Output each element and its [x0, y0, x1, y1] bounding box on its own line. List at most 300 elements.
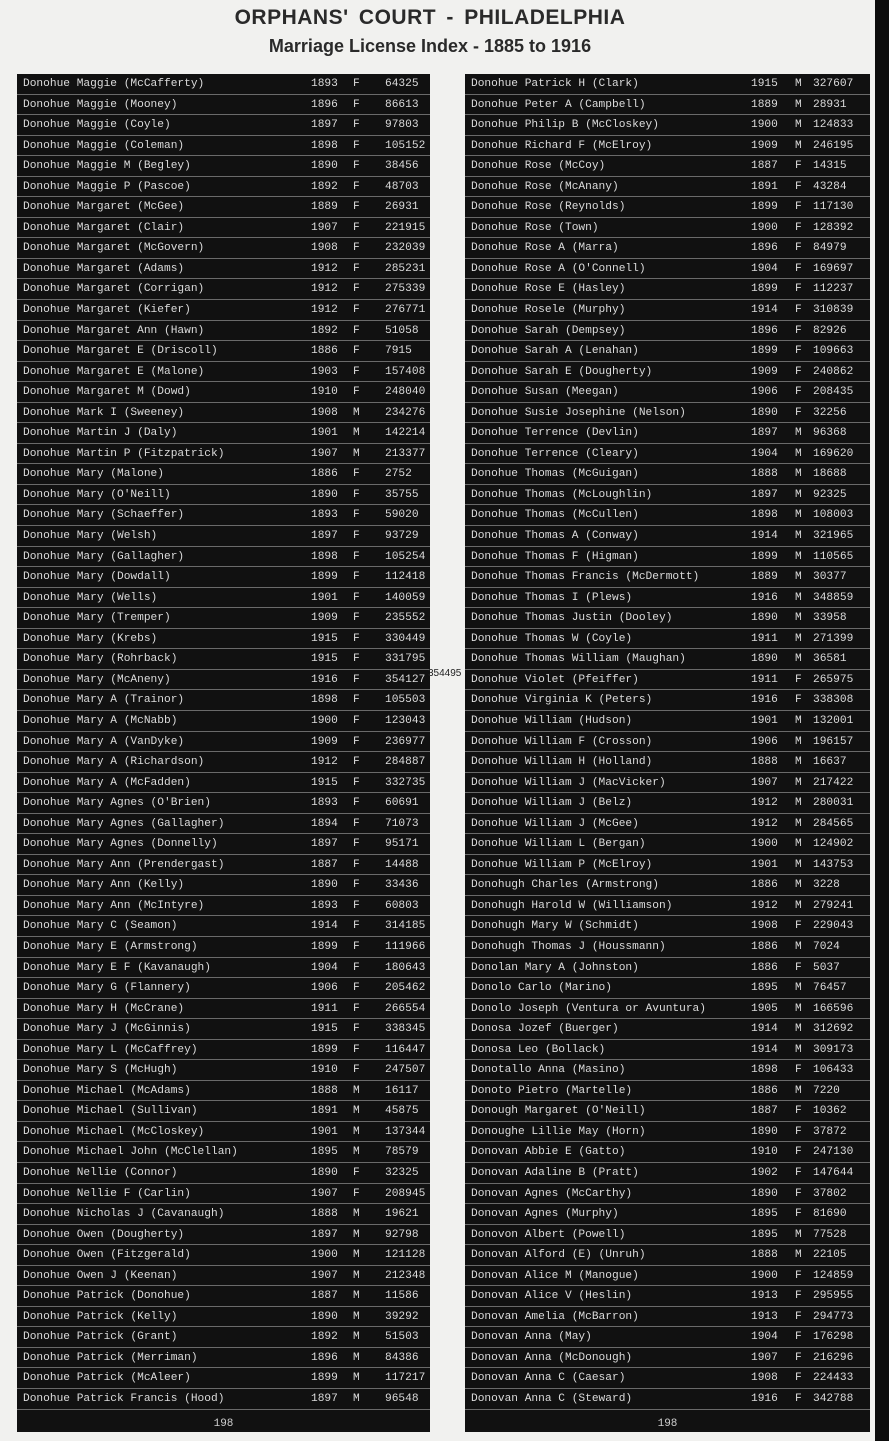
- index-year: 1890: [751, 1125, 778, 1138]
- index-license-number: 59020: [385, 509, 419, 522]
- index-name: Donohue Patrick Francis (Hood): [23, 1393, 225, 1405]
- index-sex: M: [795, 1002, 802, 1015]
- index-year: 1897: [311, 119, 338, 132]
- index-name: Donohue Mary A (McNabb): [23, 714, 178, 727]
- index-year: 1897: [751, 427, 778, 440]
- index-name: Donohue Sarah A (Lenahan): [471, 345, 639, 358]
- index-sex: M: [795, 468, 802, 481]
- index-name: Donovan Alice M (Manogue): [471, 1269, 639, 1282]
- index-name: Donolan Mary A (Johnston): [471, 961, 639, 974]
- index-license-number: 92798: [385, 1228, 419, 1241]
- index-row: [17, 834, 430, 855]
- index-name: Donohue Rose E (Hasley): [471, 283, 626, 296]
- index-license-number: 32256: [813, 406, 847, 419]
- index-license-number: 48703: [385, 180, 419, 193]
- index-license-number: 176298: [813, 1331, 854, 1344]
- index-sex: F: [795, 160, 802, 173]
- index-license-number: 112418: [385, 571, 426, 584]
- index-year: 1901: [751, 858, 778, 871]
- index-row: [17, 1348, 430, 1369]
- index-sex: F: [353, 365, 360, 378]
- index-name: Donovan Anna (May): [471, 1331, 592, 1344]
- index-year: 1890: [311, 1310, 338, 1323]
- index-name: Donohue Nellie F (Carlin): [23, 1187, 191, 1200]
- index-sex: M: [353, 1372, 360, 1385]
- index-license-number: 84979: [813, 242, 847, 255]
- index-license-number: 279241: [813, 899, 854, 912]
- index-row: [17, 238, 430, 259]
- index-sex: M: [353, 1393, 360, 1405]
- index-license-number: 169697: [813, 262, 854, 275]
- index-sex: F: [353, 488, 360, 501]
- index-row: [465, 464, 870, 485]
- index-row: [17, 1307, 430, 1328]
- index-sex: M: [795, 612, 802, 625]
- index-sex: F: [353, 160, 360, 173]
- index-row: [17, 74, 430, 95]
- index-license-number: 247130: [813, 1146, 854, 1159]
- index-license-number: 285231: [385, 262, 426, 275]
- index-year: 1910: [311, 1064, 338, 1077]
- index-license-number: 22105: [813, 1249, 847, 1262]
- index-license-number: 246195: [813, 139, 854, 152]
- index-year: 1909: [311, 612, 338, 625]
- index-name: Donohue William (Hudson): [471, 714, 633, 727]
- index-sex: M: [795, 879, 802, 892]
- index-sex: F: [353, 714, 360, 727]
- index-license-number: 71073: [385, 817, 419, 830]
- index-year: 1891: [751, 180, 778, 193]
- index-year: 1892: [311, 1331, 338, 1344]
- index-year: 1914: [751, 1043, 778, 1056]
- index-name: Donohue Mary (Wells): [23, 591, 158, 604]
- index-sex: F: [353, 530, 360, 543]
- index-year: 1893: [311, 78, 338, 90]
- index-sex: F: [353, 694, 360, 707]
- index-row: [17, 1204, 430, 1225]
- index-row: [465, 259, 870, 280]
- index-name: Donohue Terrence (Cleary): [471, 447, 639, 460]
- index-row: [465, 1040, 870, 1061]
- index-sex: F: [795, 673, 802, 686]
- index-license-number: 213377: [385, 447, 426, 460]
- index-sex: F: [353, 550, 360, 563]
- index-license-number: 105503: [385, 694, 426, 707]
- index-sex: M: [795, 817, 802, 830]
- index-year: 1906: [311, 982, 338, 995]
- index-row: [465, 279, 870, 300]
- index-license-number: 232039: [385, 242, 426, 255]
- index-year: 1895: [751, 982, 778, 995]
- index-sex: F: [353, 201, 360, 214]
- index-row: [465, 608, 870, 629]
- index-row: [17, 1081, 430, 1102]
- index-sex: M: [795, 98, 802, 111]
- index-row: [17, 690, 430, 711]
- index-row: [17, 505, 430, 526]
- index-license-number: 128392: [813, 221, 854, 234]
- index-name: Donohue Mary (Malone): [23, 468, 164, 481]
- index-row: [17, 95, 430, 116]
- index-row: [465, 238, 870, 259]
- index-license-number: 212348: [385, 1269, 426, 1282]
- index-row: [465, 74, 870, 95]
- index-row: [465, 403, 870, 424]
- index-row: [17, 814, 430, 835]
- index-license-number: 64325: [385, 78, 419, 90]
- index-row: [17, 567, 430, 588]
- index-row: [465, 834, 870, 855]
- index-name: Donohue Michael (Sullivan): [23, 1105, 198, 1118]
- index-row: [465, 793, 870, 814]
- index-license-number: 224433: [813, 1372, 854, 1385]
- index-row: [465, 1060, 870, 1081]
- index-row: [17, 1142, 430, 1163]
- index-year: 1898: [751, 509, 778, 522]
- index-license-number: 248040: [385, 386, 426, 399]
- index-year: 1892: [311, 324, 338, 337]
- index-row: [465, 423, 870, 444]
- index-year: 1898: [311, 550, 338, 563]
- index-name: Donohue Owen (Dougherty): [23, 1228, 185, 1241]
- index-name: Donohue Mary E F (Kavanaugh): [23, 961, 211, 974]
- index-sex: M: [795, 509, 802, 522]
- index-license-number: 266554: [385, 1002, 426, 1015]
- index-row: [465, 773, 870, 794]
- index-name: Donohue Maggie (Coyle): [23, 119, 171, 132]
- index-year: 1916: [311, 673, 338, 686]
- index-year: 1914: [311, 920, 338, 933]
- index-row: [465, 1184, 870, 1205]
- index-name: Donohue Maggie M (Begley): [23, 160, 191, 173]
- index-license-number: 77528: [813, 1228, 847, 1241]
- index-year: 1901: [311, 427, 338, 440]
- index-license-number: 28931: [813, 98, 847, 111]
- index-year: 1915: [311, 776, 338, 789]
- index-year: 1893: [311, 899, 338, 912]
- index-sex: M: [353, 1084, 360, 1097]
- index-sex: M: [353, 447, 360, 460]
- index-sex: F: [795, 1372, 802, 1385]
- index-name: Donohue Rose (Reynolds): [471, 201, 626, 214]
- index-sex: F: [795, 406, 802, 419]
- index-license-number: 295955: [813, 1290, 854, 1303]
- page-subtitle: Marriage License Index - 1885 to 1916: [268, 36, 592, 56]
- index-year: 1890: [751, 612, 778, 625]
- index-license-number: 143753: [813, 858, 854, 871]
- index-row: [465, 1327, 870, 1348]
- index-name: Donohue Michael (McCloskey): [23, 1125, 205, 1138]
- index-name: Donohue Owen J (Keenan): [23, 1269, 178, 1282]
- index-name: Donohue Mark I (Sweeney): [23, 406, 185, 419]
- index-row: [465, 1081, 870, 1102]
- index-row: [465, 711, 870, 732]
- right-page-number: 198: [657, 1418, 678, 1430]
- index-sex: M: [795, 735, 802, 748]
- index-year: 1899: [311, 940, 338, 953]
- index-row: [17, 711, 430, 732]
- index-name: Donohue Rose (Town): [471, 221, 599, 234]
- index-name: Donohue Thomas A (Conway): [471, 530, 639, 543]
- index-year: 1888: [311, 1208, 338, 1221]
- index-sex: M: [795, 1043, 802, 1056]
- index-license-number: 14488: [385, 858, 419, 871]
- index-sex: M: [795, 982, 802, 995]
- index-sex: F: [353, 180, 360, 193]
- index-name: Donolo Carlo (Marino): [471, 982, 612, 995]
- index-sex: M: [795, 714, 802, 727]
- index-sex: F: [353, 283, 360, 296]
- index-year: 1907: [751, 776, 778, 789]
- index-license-number: 221915: [385, 221, 426, 234]
- index-year: 1912: [751, 817, 778, 830]
- index-name: Donohue Rose (McCoy): [471, 160, 606, 173]
- index-row: [465, 588, 870, 609]
- index-row: [465, 752, 870, 773]
- index-year: 1896: [311, 98, 338, 111]
- index-row: [17, 937, 430, 958]
- index-license-number: 240862: [813, 365, 854, 378]
- index-license-number: 124902: [813, 838, 854, 851]
- index-license-number: 121128: [385, 1249, 426, 1262]
- index-year: 1911: [751, 673, 778, 686]
- right-index-column: [465, 74, 870, 1432]
- index-row: [465, 485, 870, 506]
- index-sex: M: [795, 858, 802, 871]
- index-year: 1895: [311, 1146, 338, 1159]
- index-sex: M: [795, 447, 802, 460]
- index-row: [17, 177, 430, 198]
- index-name: Donohue Mary (Gallagher): [23, 550, 185, 563]
- index-license-number: 7220: [813, 1084, 840, 1097]
- index-license-number: 169620: [813, 447, 854, 460]
- index-license-number: 117130: [813, 201, 854, 214]
- index-year: 1899: [311, 1372, 338, 1385]
- index-name: Donohue Thomas (McLoughlin): [471, 488, 653, 501]
- index-year: 1893: [311, 509, 338, 522]
- index-license-number: 16117: [385, 1084, 419, 1097]
- index-license-number: 275339: [385, 283, 426, 296]
- index-sex: M: [353, 1249, 360, 1262]
- index-row: [465, 1389, 870, 1410]
- index-row: [17, 629, 430, 650]
- index-sex: M: [353, 1351, 360, 1364]
- index-year: 1904: [751, 1331, 778, 1344]
- index-name: Donohue Mary L (McCaffrey): [23, 1043, 198, 1056]
- index-license-number: 132001: [813, 714, 854, 727]
- index-row: [17, 649, 430, 670]
- index-license-number: 38456: [385, 160, 419, 173]
- index-name: Donohue Susan (Meegan): [471, 386, 619, 399]
- index-sex: M: [353, 1310, 360, 1323]
- index-name: Donohue Patrick H (Clark): [471, 78, 639, 90]
- index-row: [465, 649, 870, 670]
- scan-edge: [875, 0, 889, 1441]
- index-name: Donohue Thomas (McGuigan): [471, 468, 639, 481]
- index-name: Donohue Margaret (McGovern): [23, 242, 205, 255]
- index-sex: F: [353, 940, 360, 953]
- index-year: 1907: [311, 1187, 338, 1200]
- index-name: Donohue Mary J (McGinnis): [23, 1023, 191, 1036]
- index-row: [17, 526, 430, 547]
- index-row: [17, 855, 430, 876]
- index-year: 1892: [311, 180, 338, 193]
- index-name: Donohue Mary (O'Neill): [23, 488, 171, 501]
- index-name: Donohue Mary H (McCrane): [23, 1002, 185, 1015]
- index-row: [17, 300, 430, 321]
- index-license-number: 331795: [385, 653, 426, 666]
- index-sex: F: [353, 1166, 360, 1179]
- index-year: 1889: [751, 571, 778, 584]
- index-year: 1907: [311, 447, 338, 460]
- index-license-number: 280031: [813, 797, 854, 810]
- index-year: 1899: [751, 550, 778, 563]
- index-year: 1899: [311, 571, 338, 584]
- index-row: [465, 218, 870, 239]
- index-year: 1900: [311, 1249, 338, 1262]
- index-sex: M: [795, 488, 802, 501]
- index-year: 1910: [751, 1146, 778, 1159]
- index-sex: F: [795, 304, 802, 317]
- index-sex: F: [795, 221, 802, 234]
- page-title: ORPHANS' COURT - PHILADELPHIA: [234, 6, 626, 29]
- index-sex: F: [353, 1023, 360, 1036]
- index-license-number: 276771: [385, 304, 426, 317]
- index-row: [17, 156, 430, 177]
- index-year: 1911: [311, 1002, 338, 1015]
- index-sex: F: [795, 201, 802, 214]
- index-sex: F: [795, 1269, 802, 1282]
- index-sex: M: [353, 1331, 360, 1344]
- index-sex: F: [353, 78, 360, 90]
- index-row: [17, 958, 430, 979]
- index-row: [17, 259, 430, 280]
- index-license-number: 26931: [385, 201, 419, 214]
- index-sex: M: [795, 119, 802, 132]
- index-sex: F: [353, 879, 360, 892]
- index-name: Donohue Michael (McAdams): [23, 1084, 191, 1097]
- index-name: Donohue Martin P (Fitzpatrick): [23, 447, 225, 460]
- index-license-number: 106433: [813, 1064, 854, 1077]
- index-sex: F: [795, 1290, 802, 1303]
- index-sex: F: [353, 982, 360, 995]
- index-year: 1906: [751, 386, 778, 399]
- index-name: Donohue Thomas I (Plews): [471, 591, 633, 604]
- index-year: 1888: [751, 756, 778, 769]
- index-sex: M: [353, 1125, 360, 1138]
- index-year: 1916: [751, 694, 778, 707]
- index-name: Donohue Rose A (O'Connell): [471, 262, 646, 275]
- index-row: [17, 1266, 430, 1287]
- index-row: [17, 464, 430, 485]
- index-name: Donovan Agnes (McCarthy): [471, 1187, 633, 1200]
- index-row: [17, 875, 430, 896]
- index-name: Donovan Anna C (Steward): [471, 1393, 633, 1405]
- index-year: 1913: [751, 1310, 778, 1323]
- index-sex: M: [353, 1208, 360, 1221]
- index-license-number: 205462: [385, 982, 426, 995]
- index-name: Donohue William H (Holland): [471, 756, 653, 769]
- index-license-number: 112237: [813, 283, 854, 296]
- index-name: Donohugh Harold W (Williamson): [471, 899, 673, 912]
- index-license-number: 18688: [813, 468, 847, 481]
- index-license-number: 11586: [385, 1290, 419, 1303]
- index-row: [465, 875, 870, 896]
- index-sex: F: [795, 242, 802, 255]
- left-index-rows: [17, 74, 430, 1410]
- index-license-number: 147644: [813, 1166, 854, 1179]
- index-license-number: 116447: [385, 1043, 426, 1056]
- index-year: 1899: [751, 283, 778, 296]
- index-name: Donolo Joseph (Ventura or Avuntura): [471, 1002, 706, 1015]
- index-license-number: 45875: [385, 1105, 419, 1118]
- index-year: 1916: [751, 591, 778, 604]
- index-row: [465, 547, 870, 568]
- index-row: [17, 279, 430, 300]
- index-year: 1915: [311, 1023, 338, 1036]
- index-year: 1886: [751, 879, 778, 892]
- index-sex: M: [353, 427, 360, 440]
- index-name: Donohue Nicholas J (Cavanaugh): [23, 1208, 225, 1221]
- index-sex: F: [353, 262, 360, 275]
- index-year: 1890: [311, 488, 338, 501]
- index-row: [465, 1245, 870, 1266]
- index-name: Donohue Patrick (Kelly): [23, 1310, 178, 1323]
- index-name: Donohue Margaret E (Malone): [23, 365, 205, 378]
- index-year: 1899: [751, 345, 778, 358]
- index-name: Donoughe Lillie May (Horn): [471, 1125, 646, 1138]
- index-license-number: 236977: [385, 735, 426, 748]
- index-name: Donohue William F (Crosson): [471, 735, 653, 748]
- index-name: Donohue Thomas Francis (McDermott): [471, 571, 700, 584]
- index-year: 1908: [311, 242, 338, 255]
- index-sex: F: [795, 1146, 802, 1159]
- index-row: [465, 1163, 870, 1184]
- index-license-number: 43284: [813, 180, 847, 193]
- index-name: Donohue Mary Ann (Prendergast): [23, 858, 225, 871]
- index-year: 1887: [751, 160, 778, 173]
- index-sex: F: [795, 180, 802, 193]
- index-row: [465, 341, 870, 362]
- index-license-number: 110565: [813, 550, 854, 563]
- index-year: 1900: [751, 119, 778, 132]
- index-sex: M: [795, 756, 802, 769]
- index-name: Donohue Mary (Dowdall): [23, 571, 171, 584]
- index-year: 1911: [751, 632, 778, 645]
- index-year: 1886: [751, 1084, 778, 1097]
- index-sex: F: [353, 961, 360, 974]
- index-name: Donohue Martin J (Daly): [23, 427, 178, 440]
- index-year: 1900: [751, 221, 778, 234]
- index-license-number: 330449: [385, 632, 426, 645]
- index-license-number: 342788: [813, 1393, 854, 1405]
- index-row: [17, 1101, 430, 1122]
- index-year: 1907: [311, 1269, 338, 1282]
- index-year: 1915: [311, 653, 338, 666]
- index-year: 1888: [311, 1084, 338, 1097]
- index-year: 1910: [311, 386, 338, 399]
- index-sex: F: [353, 304, 360, 317]
- index-sex: F: [795, 345, 802, 358]
- index-row: [17, 896, 430, 917]
- index-sex: F: [353, 612, 360, 625]
- index-license-number: 93729: [385, 530, 419, 543]
- index-row: [465, 1307, 870, 1328]
- index-year: 1901: [311, 1125, 338, 1138]
- index-license-number: 92325: [813, 488, 847, 501]
- index-sex: M: [795, 1249, 802, 1262]
- index-license-number: 96368: [813, 427, 847, 440]
